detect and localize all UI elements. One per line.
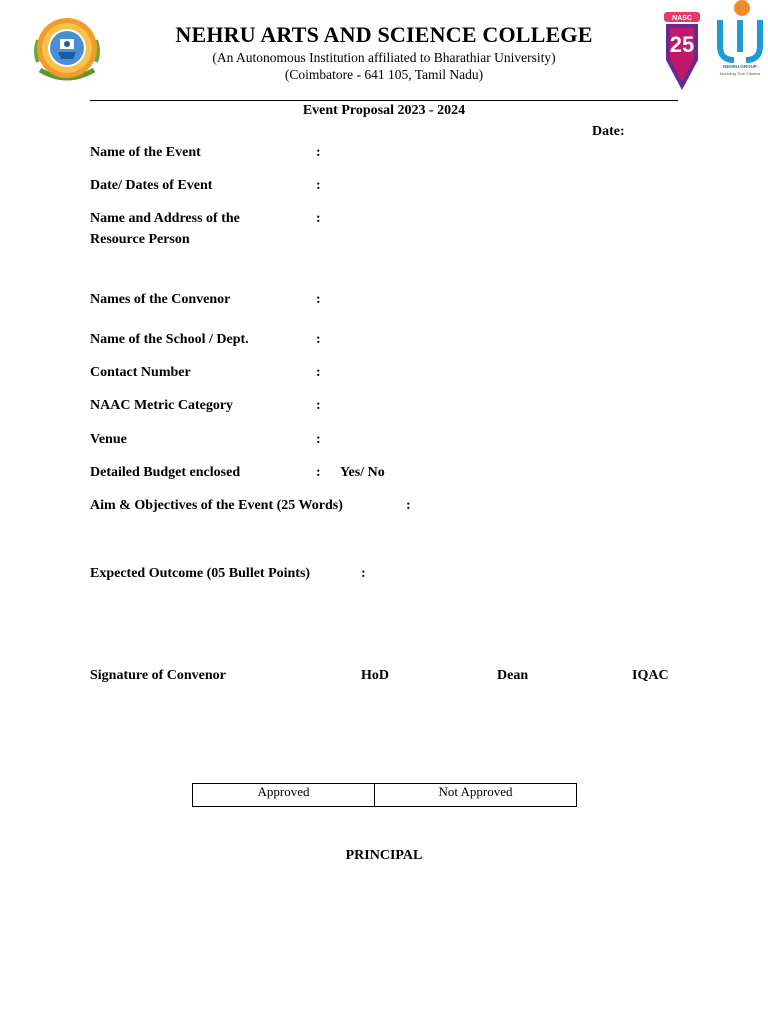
badge-number: 25 xyxy=(669,32,695,57)
field-colon: : xyxy=(316,145,321,160)
field-colon: : xyxy=(316,465,321,480)
signature-hod: HoD xyxy=(361,668,389,683)
field-colon: : xyxy=(316,211,321,226)
field-colon: : xyxy=(361,566,366,581)
principal-signature: PRINCIPAL xyxy=(345,848,423,863)
college-name: NEHRU ARTS AND SCIENCE COLLEGE xyxy=(175,22,593,47)
field-aim-label: Aim & Objectives of the Event (25 Words) xyxy=(90,498,343,513)
field-contact-label: Contact Number xyxy=(90,365,191,380)
field-school-dept-label: Name of the School / Dept. xyxy=(90,332,249,347)
signature-iqac: IQAC xyxy=(632,668,669,683)
approved-cell[interactable]: Approved xyxy=(193,784,375,807)
field-colon: : xyxy=(316,432,321,447)
field-colon: : xyxy=(316,332,321,347)
badge-top-text: NASC xyxy=(672,15,692,22)
college-address: (Coimbatore - 641 105, Tamil Nadu) xyxy=(284,67,484,82)
signature-dean: Dean xyxy=(497,668,529,683)
field-colon: : xyxy=(316,365,321,380)
field-naac-label: NAAC Metric Category xyxy=(90,398,234,413)
college-subtitle: (An Autonomous Institution affiliated to Bharathiar University) xyxy=(212,50,556,65)
field-resource-person-label-2: Resource Person xyxy=(90,232,190,247)
field-budget-label: Detailed Budget enclosed xyxy=(90,465,241,480)
field-colon: : xyxy=(316,292,321,307)
signature-convenor: Signature of Convenor xyxy=(90,668,226,683)
field-convenor-label: Names of the Convenor xyxy=(90,292,231,307)
field-outcome-label: Expected Outcome (05 Bullet Points) xyxy=(90,566,311,581)
group-logo-text: NEHRU GROUP xyxy=(723,64,757,69)
group-tagline: Moulding True Citizens xyxy=(719,71,761,76)
field-event-dates-label: Date/ Dates of Event xyxy=(90,178,213,193)
header-divider xyxy=(90,100,678,101)
form-title: Event Proposal 2023 - 2024 xyxy=(302,103,466,118)
date-label[interactable]: Date: xyxy=(592,124,625,139)
not-approved-cell[interactable]: Not Approved xyxy=(375,784,577,807)
approval-table xyxy=(192,783,577,807)
field-colon: : xyxy=(316,398,321,413)
field-event-name-label: Name of the Event xyxy=(90,145,201,160)
budget-yes-no-value[interactable]: Yes/ No xyxy=(340,465,385,480)
field-venue-label: Venue xyxy=(90,432,127,447)
field-colon: : xyxy=(406,498,411,513)
field-colon: : xyxy=(316,178,321,193)
field-resource-person-label: Name and Address of the xyxy=(90,211,240,226)
